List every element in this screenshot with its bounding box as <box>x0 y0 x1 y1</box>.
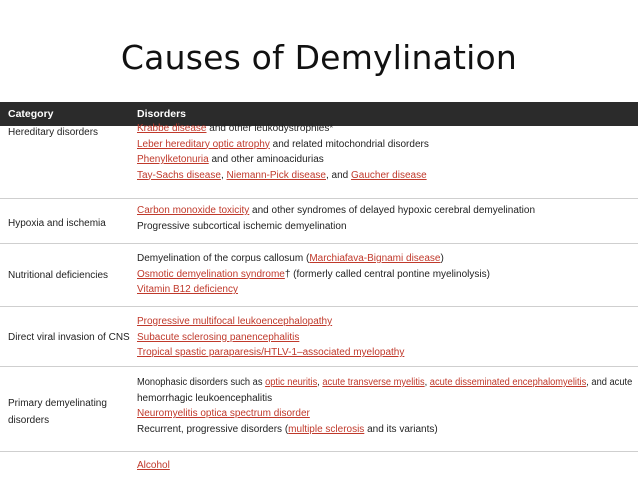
table-row <box>0 199 638 244</box>
disorder-text: ) <box>440 253 444 264</box>
disorder-text: , and <box>326 169 352 181</box>
disorder-text: Demyelination of the corpus callosum ( <box>137 253 310 264</box>
row-disorders <box>137 121 632 183</box>
disorder-line <box>137 422 632 438</box>
disorder-line <box>137 282 632 298</box>
disorder-link[interactable]: Leber hereditary optic atrophy <box>137 138 270 150</box>
disorder-link[interactable]: Carbon monoxide toxicity <box>137 205 250 216</box>
disorder-line <box>137 251 632 267</box>
table-row <box>0 244 638 307</box>
disorder-text: and other aminoacidurias <box>208 154 324 165</box>
disorder-link[interactable]: multiple sclerosis <box>288 423 365 435</box>
disorder-link[interactable]: acute transverse myelitis <box>322 377 425 388</box>
disorder-link[interactable]: Marchiafava-Bignami disease <box>309 253 441 264</box>
disorder-link[interactable]: Tropical spastic paraparesis/HTLV-1–associated myelopathy <box>137 347 405 358</box>
disorder-link[interactable]: Neuromyelitis optica spectrum disorder <box>137 408 310 419</box>
disorder-link[interactable]: Tay-Sachs disease <box>137 169 221 181</box>
disorder-line <box>137 458 632 474</box>
disorder-link[interactable]: Progressive multifocal leukoencephalopathy <box>137 316 333 327</box>
disorder-text: and related mitochondrial disorders <box>269 138 429 150</box>
disorder-line <box>137 168 632 184</box>
disorder-link[interactable]: Niemann-Pick disease <box>226 169 326 181</box>
disorder-line <box>137 345 632 361</box>
disorder-link[interactable]: Alcohol <box>137 460 170 471</box>
disorder-link[interactable]: Gaucher disease <box>351 169 427 181</box>
row-disorders <box>137 458 632 474</box>
table-row <box>0 307 638 367</box>
row-disorders <box>137 203 632 234</box>
row-disorders <box>137 375 632 437</box>
row-category: Hereditary disorders <box>8 127 99 138</box>
disorder-text: Monophasic disorders such as <box>137 377 266 388</box>
disorder-line <box>137 314 632 330</box>
disorder-text: Recurrent, progressive disorders ( <box>137 423 289 435</box>
disorder-line <box>137 219 632 235</box>
disorder-text: , <box>424 377 430 388</box>
disorder-link[interactable]: Vitamin B12 deficiency <box>137 284 238 295</box>
header-disorders: Disorders <box>137 108 187 120</box>
disorder-line <box>137 137 632 153</box>
slide-title: Causes of Demylination <box>120 38 518 77</box>
row-disorders <box>137 251 632 298</box>
disorder-line <box>137 121 632 137</box>
row-category: Hypoxia and ischemia <box>8 218 106 229</box>
disorder-line <box>137 267 632 283</box>
table-row <box>0 452 638 478</box>
row-category: Primary demyelinating disorders <box>8 398 107 426</box>
row-category: Direct viral invasion of CNS <box>8 332 130 343</box>
disorder-line <box>137 330 632 346</box>
disorder-line <box>137 203 632 219</box>
disorder-line <box>137 375 633 391</box>
disorder-link[interactable]: Krabbe disease <box>137 123 207 134</box>
disorder-link[interactable]: Phenylketonuria <box>137 154 209 165</box>
disorder-link[interactable]: optic neuritis <box>265 377 318 388</box>
disorder-text: and other leukodystrophies* <box>206 123 334 134</box>
disorder-text: Progressive subcortical ischemic demyelination <box>137 220 347 232</box>
disorder-text: , and acute <box>586 377 633 388</box>
disorder-text: hemorrhagic leukoencephalitis <box>137 392 273 404</box>
causes-table <box>0 102 638 478</box>
row-disorders <box>137 314 632 361</box>
disorder-text: † (formerly called central pontine myelinolysis) <box>284 268 490 280</box>
disorder-text: and other syndromes of delayed hypoxic cerebral demyelination <box>249 205 535 216</box>
disorder-link[interactable]: Subacute sclerosing panencephalitis <box>137 331 300 343</box>
disorder-link[interactable]: acute disseminated encephalomyelitis <box>429 377 587 388</box>
table-row <box>0 367 638 452</box>
disorder-text: and its variants) <box>364 423 438 435</box>
disorder-line <box>137 391 632 407</box>
header-category: Category <box>8 108 54 120</box>
disorder-line <box>137 152 632 168</box>
disorder-link[interactable]: Osmotic demyelination syndrome <box>137 268 285 280</box>
disorder-text: , <box>220 169 227 181</box>
disorder-line <box>137 406 632 422</box>
row-category: Nutritional deficiencies <box>8 270 109 281</box>
disorder-text: , <box>317 377 323 388</box>
table-row <box>0 123 638 199</box>
